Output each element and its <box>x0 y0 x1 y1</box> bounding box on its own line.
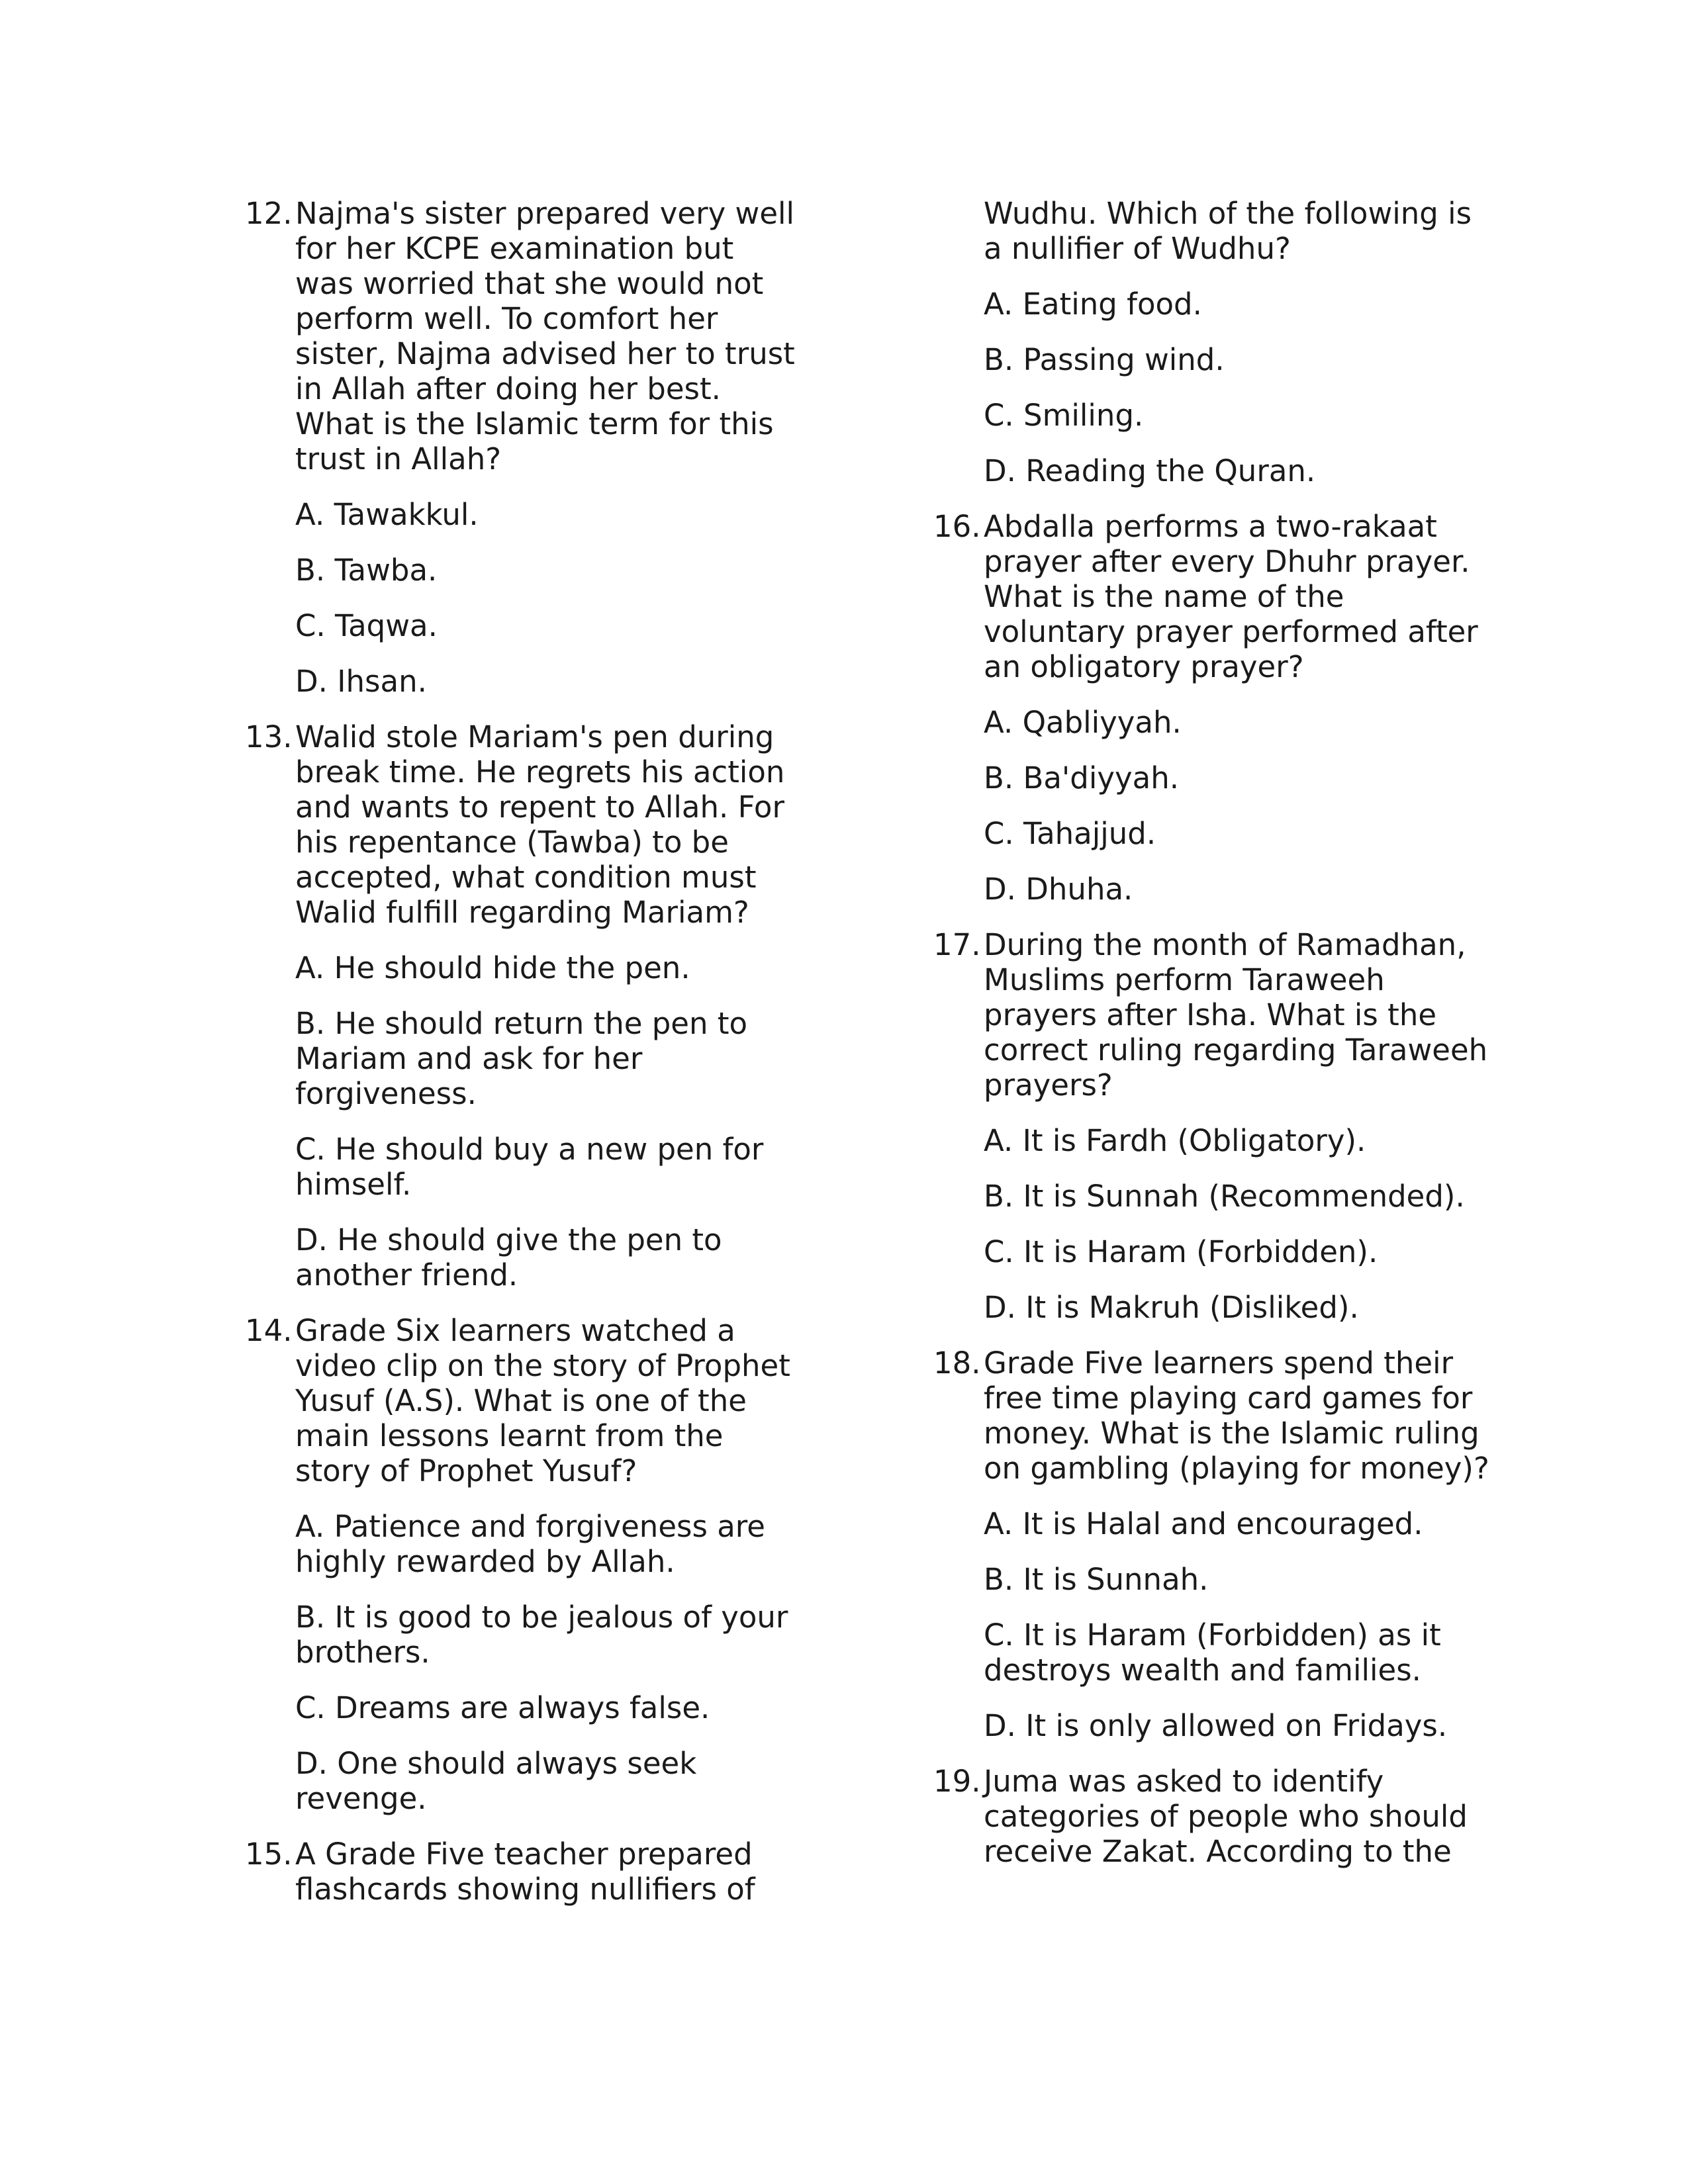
option-a: A. It is Fardh (Obligatory). <box>984 1123 1366 1158</box>
option-c: C. It is Haram (Forbidden) as it destroys wealth and families. <box>984 1617 1441 1688</box>
question-number: 19. <box>933 1764 981 1799</box>
option-a: A. Eating food. <box>984 287 1202 322</box>
option-d: D. He should give the pen to another friend. <box>295 1222 722 1293</box>
left-column <box>245 196 801 1927</box>
option-b: B. It is Sunnah. <box>984 1562 1209 1597</box>
question-text: During the month of Ramadhan, Muslims perform Taraweeh prayers after Isha. What is the correct ruling regarding Taraweeh prayers? <box>984 927 1488 1103</box>
question-number: 13. <box>245 719 293 754</box>
options-list <box>245 950 801 1293</box>
question-text: Grade Five learners spend their free time playing card games for money. What is the Islamic ruling on gambling (playing for money)? <box>984 1345 1489 1486</box>
option-c: C. Dreams are always false. <box>295 1690 710 1725</box>
question-text-continued: Wudhu. Which of the following is a nullifier of Wudhu? <box>984 196 1472 266</box>
option-a: A. Patience and forgiveness are highly rewarded by Allah. <box>295 1509 765 1579</box>
question-text: A Grade Five teacher prepared flashcards showing nullifiers of <box>295 1837 755 1907</box>
option-c: C. It is Haram (Forbidden). <box>984 1234 1378 1269</box>
question-text: Juma was asked to identify categories of people who should receive Zakat. According to the <box>984 1764 1468 1869</box>
options-list <box>933 1123 1489 1325</box>
question-number: 16. <box>933 509 981 544</box>
question-16 <box>933 509 1489 907</box>
option-b: B. He should return the pen to Mariam and ask for her forgiveness. <box>295 1006 747 1111</box>
question-17 <box>933 927 1489 1325</box>
question-text: Grade Six learners watched a video clip on the story of Prophet Yusuf (A.S). What is one of the main lessons learnt from the story of Prophet Yusuf? <box>295 1313 790 1488</box>
options-list <box>245 1509 801 1816</box>
option-d: D. Dhuha. <box>984 872 1133 907</box>
question-text: Abdalla performs a two-rakaat prayer after every Dhuhr prayer. What is the name of the voluntary prayer performed after an obligatory prayer? <box>984 509 1478 684</box>
option-d: D. Ihsan. <box>295 664 427 699</box>
option-b: B. It is good to be jealous of your brothers. <box>295 1600 788 1670</box>
option-b: B. Tawba. <box>295 553 438 588</box>
option-a: A. It is Halal and encouraged. <box>984 1506 1423 1541</box>
option-b: B. Passing wind. <box>984 342 1225 377</box>
option-d: D. One should always seek revenge. <box>295 1746 697 1816</box>
question-15 <box>245 1837 801 1907</box>
question-text: Najma's sister prepared very well for her KCPE examination but was worried that she would not perform well. To comfort her sister, Najma advised her to trust in Allah after doing her best. What is the Islamic term for this trust in Allah? <box>295 196 795 477</box>
option-d: D. It is Makruh (Disliked). <box>984 1290 1359 1325</box>
question-number: 18. <box>933 1345 981 1381</box>
option-a: A. Qabliyyah. <box>984 705 1182 740</box>
options-list <box>933 705 1489 907</box>
option-a: A. Tawakkul. <box>295 497 479 532</box>
question-number: 14. <box>245 1313 293 1348</box>
question-13 <box>245 719 801 1293</box>
option-b: B. Ba'diyyah. <box>984 760 1180 796</box>
right-column <box>933 196 1489 1889</box>
question-12 <box>245 196 801 699</box>
options-list <box>933 1506 1489 1743</box>
option-c: C. He should buy a new pen for himself. <box>295 1132 764 1202</box>
options-list <box>245 497 801 699</box>
question-number: 15. <box>245 1837 293 1872</box>
question-text: Walid stole Mariam's pen during break time. He regrets his action and wants to repent to Allah. For his repentance (Tawba) to be accepted, what condition must Walid fulfill regarding Mariam? <box>295 719 785 930</box>
option-a: A. He should hide the pen. <box>295 950 690 985</box>
option-d: D. It is only allowed on Fridays. <box>984 1708 1448 1743</box>
options-list <box>933 287 1489 488</box>
option-c: C. Tahajjud. <box>984 816 1156 851</box>
question-14 <box>245 1313 801 1816</box>
question-19 <box>933 1764 1489 1869</box>
option-c: C. Taqwa. <box>295 608 438 643</box>
option-c: C. Smiling. <box>984 398 1144 433</box>
question-number: 17. <box>933 927 981 962</box>
question-15-continued <box>933 196 1489 488</box>
question-18 <box>933 1345 1489 1743</box>
option-b: B. It is Sunnah (Recommended). <box>984 1179 1465 1214</box>
question-number: 12. <box>245 196 293 231</box>
option-d: D. Reading the Quran. <box>984 453 1316 488</box>
